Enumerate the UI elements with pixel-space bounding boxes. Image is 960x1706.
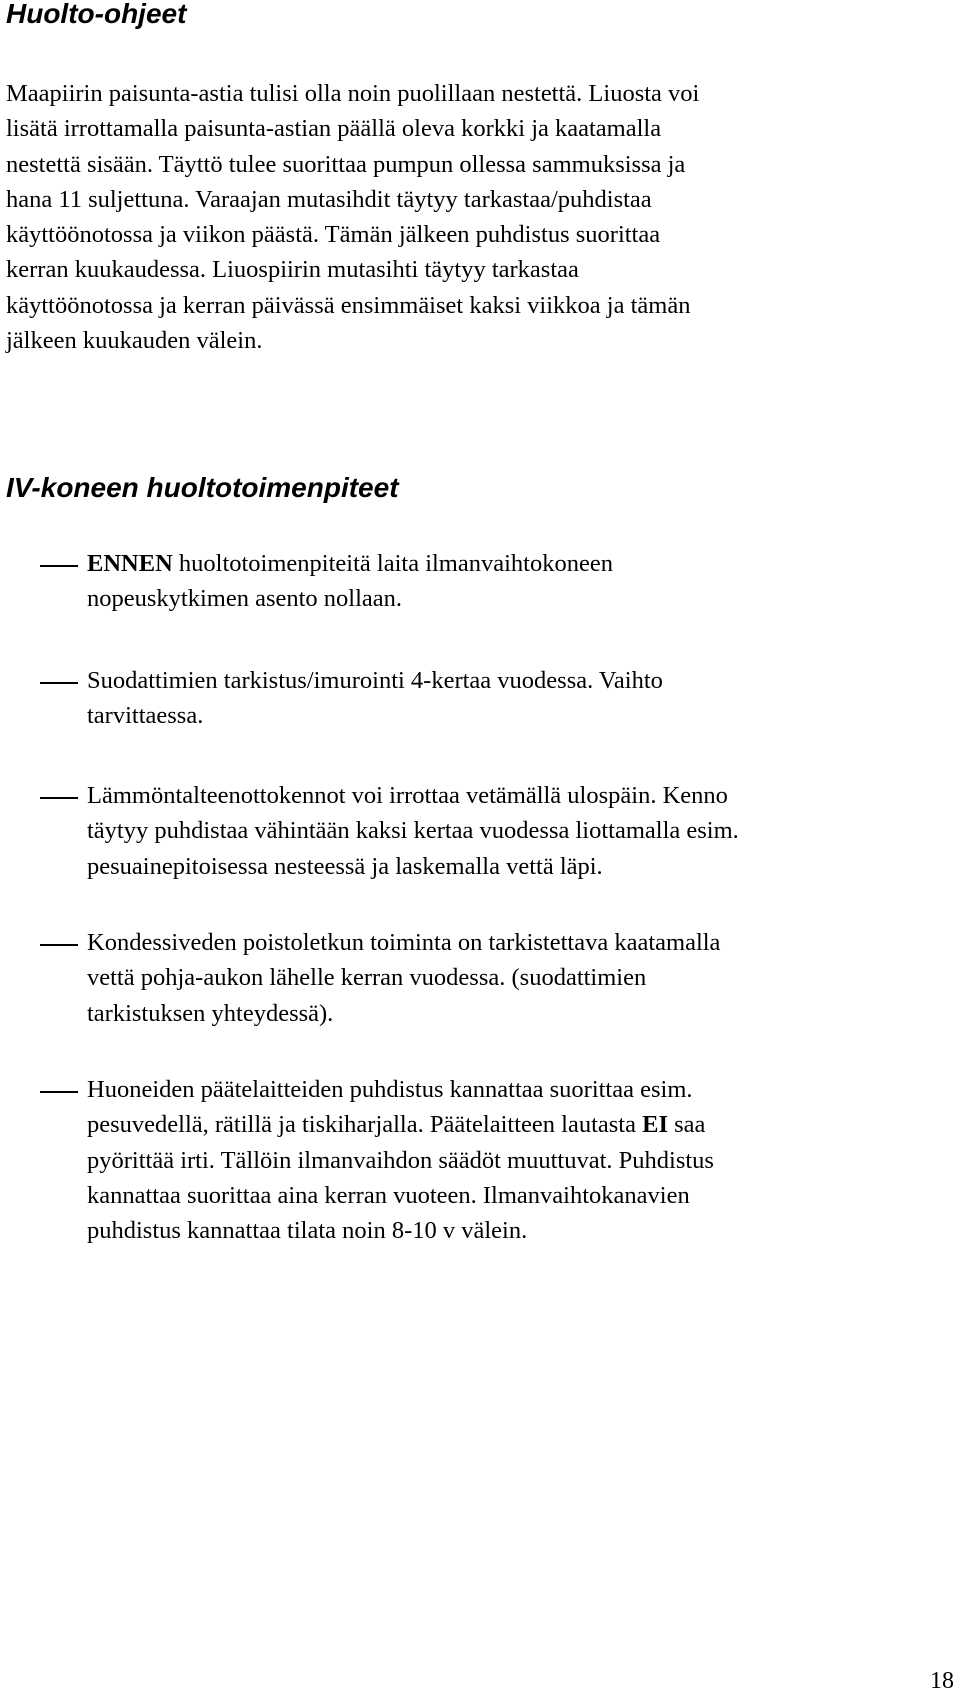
- list-item-line: nopeuskytkimen asento nollaan.: [87, 585, 403, 613]
- list-item-line: kannattaa suorittaa aina kerran vuoteen. Ilmanvaihtokanavien: [87, 1181, 690, 1209]
- paragraph-line: kerran kuukaudessa. Liuospiirin mutasihti täytyy tarkastaa: [6, 256, 579, 284]
- paragraph-line: nestettä sisään. Täyttö tulee suorittaa pumpun ollessa sammuksissa ja: [6, 150, 686, 178]
- list-item-line: pyörittää irti. Tällöin ilmanvaihdon säädöt muuttuvat. Puhdistus: [87, 1146, 714, 1174]
- section-heading-iv-koneen: IV-koneen huoltotoimenpiteet: [6, 472, 399, 503]
- list-item-line: täytyy puhdistaa vähintään kaksi kertaa vuodessa liottamalla esim.: [87, 817, 739, 845]
- emphasis-ennen: ENNEN: [87, 550, 173, 577]
- list-item-line: pesuainepitoisessa nesteessä ja laskemalla vettä läpi.: [87, 852, 603, 880]
- list-item-line-pre: pesuvedellä, rätillä ja tiskiharjalla. Päätelaitteen lautasta: [87, 1111, 643, 1139]
- dash-bullet-icon: [40, 682, 78, 684]
- dash-bullet-icon: [40, 944, 78, 946]
- dash-bullet-icon: [40, 565, 78, 567]
- paragraph-line: hana 11 suljettuna. Varaajan mutasihdit täytyy tarkastaa/puhdistaa: [6, 185, 652, 213]
- list-item-line-rest: huoltotoimenpiteitä laita ilmanvaihtokoneen: [172, 550, 613, 577]
- list-item-line: Suodattimien tarkistus/imurointi 4-kertaa vuodessa. Vaihto: [87, 667, 663, 694]
- list-item-text: [87, 663, 663, 734]
- paragraph-line: Maapiirin paisunta-astia tulisi olla noin puolillaan nestettä. Liuosta voi: [6, 80, 700, 107]
- emphasis-ei: EI: [642, 1111, 668, 1139]
- list-item-line: Lämmöntalteenottokennot voi irrottaa vetämällä ulospäin. Kenno: [87, 782, 728, 809]
- list-item-line: [87, 546, 613, 581]
- paragraph-line: jälkeen kuukauden välein.: [6, 327, 263, 355]
- list-item-line: puhdistus kannattaa tilata noin 8-10 v välein.: [87, 1217, 528, 1245]
- list-item-line-post: saa: [668, 1111, 706, 1139]
- list-item-text: [87, 1072, 714, 1248]
- list-item-line: vettä pohja-aukon lähelle kerran vuodessa. (suodattimien: [87, 964, 647, 992]
- list-item-line: [87, 1107, 714, 1142]
- list-item-text: [87, 778, 739, 884]
- list-item-line: tarvittaessa.: [87, 702, 204, 730]
- list-item-line: tarkistuksen yhteydessä).: [87, 999, 334, 1027]
- maintenance-paragraph: [6, 76, 946, 358]
- dash-bullet-icon: [40, 1091, 78, 1093]
- paragraph-line: lisätä irrottamalla paisunta-astian päällä oleva korkki ja kaatamalla: [6, 115, 662, 143]
- page-number: 18: [930, 1668, 954, 1694]
- paragraph-line: käyttöönotossa ja viikon päästä. Tämän jälkeen puhdistus suorittaa: [6, 221, 661, 249]
- paragraph-line: käyttöönotossa ja kerran päivässä ensimmäiset kaksi viikkoa ja tämän: [6, 291, 691, 319]
- list-item-text: [87, 546, 613, 617]
- dash-bullet-icon: [40, 797, 78, 799]
- section-heading-huolto-ohjeet: Huolto-ohjeet: [6, 0, 187, 29]
- list-item-line: Huoneiden päätelaitteiden puhdistus kannattaa suorittaa esim.: [87, 1076, 693, 1103]
- list-item-line: Kondessiveden poistoletkun toiminta on tarkistettava kaatamalla: [87, 929, 721, 956]
- list-item-text: [87, 925, 720, 1031]
